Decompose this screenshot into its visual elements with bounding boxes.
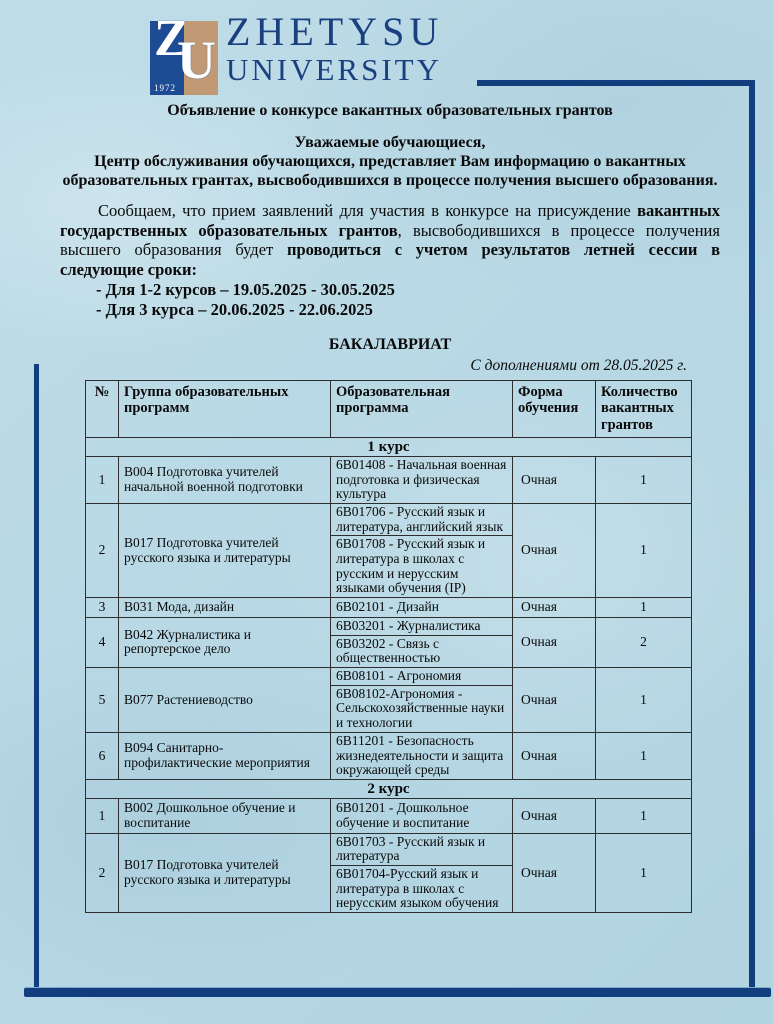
grants-table bbox=[85, 380, 692, 914]
university-logo bbox=[150, 10, 218, 95]
program-group-cell: В017 Подготовка учителей русского языка и литературы bbox=[119, 503, 331, 597]
grant-row bbox=[86, 799, 692, 833]
deadline-item: - Для 3 курса – 20.06.2025 - 22.06.2025 bbox=[96, 300, 373, 320]
frame-line-right bbox=[749, 80, 755, 992]
announcement-content bbox=[60, 102, 720, 913]
program-cell: 6В01708 - Русский язык и литература в школах с русским и нерусским языками обучения (IP) bbox=[331, 536, 513, 598]
grant-row bbox=[86, 617, 692, 635]
study-form-cell: Очная bbox=[513, 732, 596, 779]
deadline-item: - Для 1-2 курсов – 19.05.2025 - 30.05.2025 bbox=[96, 280, 395, 300]
column-header: Образовательная программа bbox=[331, 380, 513, 437]
row-number-cell: 2 bbox=[86, 833, 119, 913]
frame-bar-bottom bbox=[24, 988, 771, 997]
program-cell: 6В01703 - Русский язык и литература bbox=[331, 833, 513, 865]
program-cell: 6В03202 - Связь с общественностью bbox=[331, 635, 513, 667]
grant-count-cell: 1 bbox=[596, 598, 692, 618]
row-number-cell: 2 bbox=[86, 503, 119, 597]
grant-count-cell: 1 bbox=[596, 668, 692, 733]
program-group-cell: В042 Журналистика и репортерское дело bbox=[119, 617, 331, 667]
grant-row bbox=[86, 598, 692, 618]
body-text-bold: вакантных государственных образовательных грантов bbox=[60, 201, 720, 240]
program-group-cell: В004 Подготовка учителей начальной военной подготовки bbox=[119, 456, 331, 503]
amendment-note: С дополнениями от 28.05.2025 г. bbox=[470, 356, 687, 374]
logo-letter-u: U bbox=[177, 30, 216, 90]
header-row bbox=[86, 380, 692, 437]
course-section-header: 2 курс bbox=[86, 779, 692, 798]
grant-row bbox=[86, 668, 692, 686]
grant-count-cell: 1 bbox=[596, 799, 692, 833]
row-number-cell: 5 bbox=[86, 668, 119, 733]
section-row bbox=[86, 779, 692, 798]
grant-row bbox=[86, 503, 692, 535]
study-form-cell: Очная bbox=[513, 668, 596, 733]
study-form-cell: Очная bbox=[513, 456, 596, 503]
row-number-cell: 3 bbox=[86, 598, 119, 618]
column-header: Группа образовательных программ bbox=[119, 380, 331, 437]
program-cell: 6В01706 - Русский язык и литература, английский язык bbox=[331, 503, 513, 535]
section-row bbox=[86, 437, 692, 456]
body-paragraph bbox=[60, 201, 720, 279]
program-group-cell: В017 Подготовка учителей русского языка и литературы bbox=[119, 833, 331, 913]
body-text-bold: проводиться с учетом результатов летней сессии в следующие сроки: bbox=[60, 240, 721, 279]
degree-title: БАКАЛАВРИАТ bbox=[328, 335, 452, 353]
grants-table-head bbox=[86, 380, 692, 437]
study-form-cell: Очная bbox=[513, 833, 596, 913]
row-number-cell: 4 bbox=[86, 617, 119, 667]
body-text: Сообщаем, что прием заявлений для участия в конкурсе на присуждение bbox=[98, 201, 638, 221]
program-cell: 6В01704-Русский язык и литература в школах с нерусским языком обучения bbox=[331, 866, 513, 913]
program-group-cell: В077 Растениеводство bbox=[119, 668, 331, 733]
program-cell: 6В11201 - Безопасность жизнедеятельности и защита окружающей среды bbox=[331, 732, 513, 779]
grant-count-cell: 1 bbox=[596, 833, 692, 913]
program-cell: 6В01408 - Начальная военная подготовка и физическая культура bbox=[331, 456, 513, 503]
university-name-line1: ZHETYSU bbox=[226, 9, 444, 54]
study-form-cell: Очная bbox=[513, 503, 596, 597]
program-cell: 6В08102-Агрономия - Сельскохозяйственные науки и технологии bbox=[331, 685, 513, 732]
row-number-cell: 1 bbox=[86, 799, 119, 833]
logo-year: 1972 bbox=[154, 83, 176, 93]
body-text: , высвободившихся в процессе получения высшего образования будет bbox=[60, 220, 720, 260]
grants-table-body bbox=[86, 437, 692, 913]
program-cell: 6В01201 - Дошкольное обучение и воспитание bbox=[331, 799, 513, 833]
logo-letter-z: Z bbox=[154, 10, 189, 67]
grant-count-cell: 1 bbox=[596, 732, 692, 779]
grant-count-cell: 1 bbox=[596, 503, 692, 597]
frame-line-top bbox=[477, 80, 755, 86]
program-group-cell: В094 Санитарно-профилактические мероприятия bbox=[119, 732, 331, 779]
grant-count-cell: 1 bbox=[596, 456, 692, 503]
page-title: Объявление о конкурсе вакантных образовательных грантов bbox=[167, 102, 613, 119]
greeting-line: Уважаемые обучающиеся, bbox=[294, 134, 486, 151]
program-group-cell: В002 Дошкольное обучение и воспитание bbox=[119, 799, 331, 833]
row-number-cell: 6 bbox=[86, 732, 119, 779]
program-cell: 6В08101 - Агрономия bbox=[331, 668, 513, 686]
grant-row bbox=[86, 833, 692, 865]
frame-line-left bbox=[34, 364, 39, 992]
university-name bbox=[226, 9, 444, 87]
program-group-cell: В031 Мода, дизайн bbox=[119, 598, 331, 618]
row-number-cell: 1 bbox=[86, 456, 119, 503]
course-section-header: 1 курс bbox=[86, 437, 692, 456]
column-header: Количество вакантных грантов bbox=[596, 380, 692, 437]
grant-row bbox=[86, 732, 692, 779]
intro-paragraph: Центр обслуживания обучающихся, представляет Вам информацию о вакантных образовательных грантах, высвободившихся в процессе получения высшего образования. bbox=[62, 153, 718, 190]
university-name-line2: UNIVERSITY bbox=[226, 52, 442, 87]
grant-row bbox=[86, 456, 692, 503]
deadline-list bbox=[96, 280, 720, 320]
program-cell: 6В03201 - Журналистика bbox=[331, 617, 513, 635]
column-header: Форма обучения bbox=[513, 380, 596, 437]
program-cell: 6В02101 - Дизайн bbox=[331, 598, 513, 618]
grant-count-cell: 2 bbox=[596, 617, 692, 667]
study-form-cell: Очная bbox=[513, 799, 596, 833]
column-header: № bbox=[86, 380, 119, 437]
study-form-cell: Очная bbox=[513, 598, 596, 618]
study-form-cell: Очная bbox=[513, 617, 596, 667]
